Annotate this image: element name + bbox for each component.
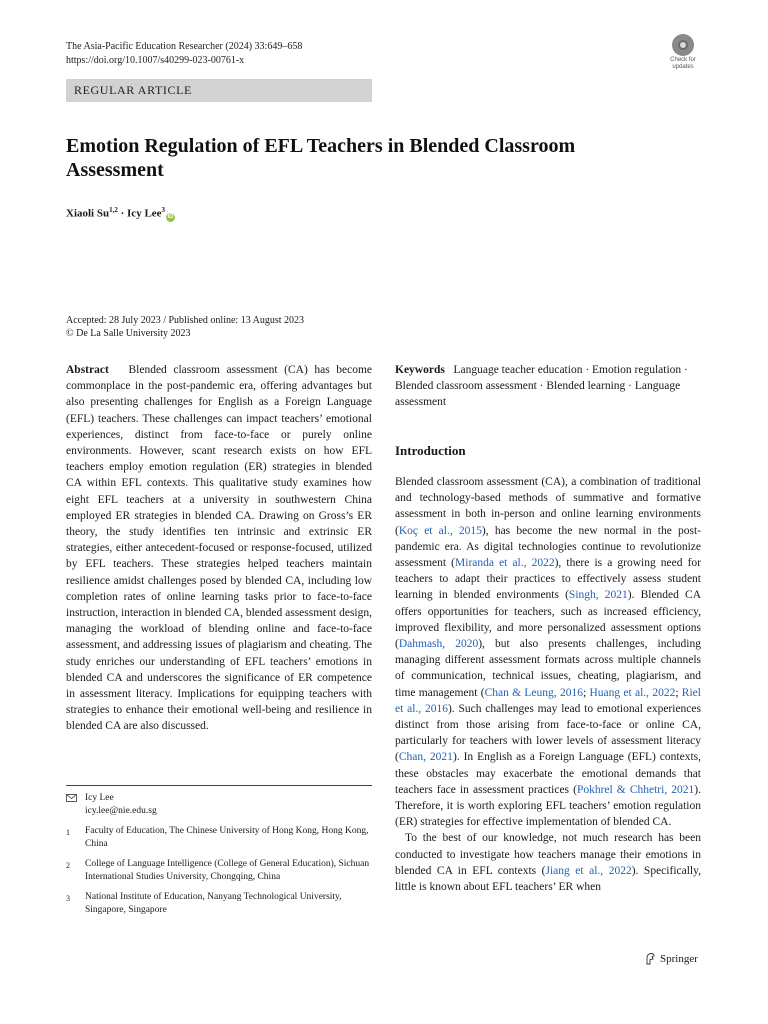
crossmark-icon — [672, 34, 694, 56]
copyright-line: © De La Salle University 2023 — [66, 328, 191, 339]
affiliation-footnote — [66, 858, 372, 884]
citation-link[interactable]: Koç et al., 2015 — [398, 524, 482, 537]
affiliation-text: College of Language Intelligence (College of General Education), Sichuan International Studies University, Chongqing, China — [85, 859, 370, 882]
section-heading-introduction: Introduction — [395, 443, 466, 458]
citation-link[interactable]: Huang et al., 2022 — [589, 686, 676, 699]
contact-email[interactable]: icy.lee@nie.edu.sg — [85, 806, 157, 816]
citation-link[interactable]: Chan, 2021 — [398, 751, 453, 764]
doi-link[interactable]: https://doi.org/10.1007/s40299-023-00761-x — [66, 55, 245, 66]
affiliation-footnote — [66, 825, 372, 851]
citation-link[interactable]: Dahmash, 2020 — [398, 638, 479, 651]
text-run: ). Specifically, little is known about EFL teachers’ ER when — [395, 864, 701, 894]
footnote-mark: 2 — [66, 861, 70, 870]
text-run: ; — [582, 686, 590, 699]
text-run: ), there is a growing need for teachers to adapt their practices to effectively assess student learning in blended environments ( — [395, 557, 702, 602]
keywords-label: Keywords — [395, 364, 445, 376]
crossmark-badge[interactable] — [664, 34, 702, 72]
text-run: To the best of our knowledge, not much research has been conducted to investigate how teachers manage their emotions in blended CA in EFL contexts ( — [395, 832, 701, 877]
citation-link[interactable]: Singh, 2021 — [568, 589, 628, 602]
footnote-mark: 3 — [66, 894, 70, 903]
citation-link[interactable]: Chan & Leung, 2016 — [484, 686, 583, 699]
keywords-text: Language teacher education · Emotion regulation · Blended classroom assessment · Blended learning · Language assessment — [395, 364, 688, 409]
author-affiliation-mark: 3 — [161, 206, 166, 214]
footnote-mark: 1 — [66, 828, 70, 837]
abstract-label: Abstract — [66, 364, 109, 376]
springer-horse-icon — [645, 952, 656, 965]
envelope-icon — [66, 792, 85, 818]
journal-citation: The Asia-Pacific Education Researcher (2024) 33:649–658 — [66, 41, 303, 52]
corresponding-author — [66, 792, 372, 818]
text-run: ), has become the new normal in the post-pandemic era. As digital technologies continue to revolutionize assessment ( — [395, 524, 701, 570]
affiliation-text: National Institute of Education, Nanyang Technological University, Singapore, Singapore — [85, 892, 342, 915]
footnotes — [66, 792, 372, 924]
publisher-logo — [645, 952, 698, 965]
author-name[interactable]: Xiaoli Su — [66, 207, 110, 220]
paper-title: Emotion Regulation of EFL Teachers in Blended Classroom Assessment — [66, 135, 576, 181]
contact-name: Icy Lee — [85, 793, 114, 803]
publication-dates — [66, 314, 304, 340]
abstract-text: Blended classroom assessment (CA) has become commonplace in the post-pandemic era, offering advantages but also presenting challenges for English as a Foreign Language (EFL) teachers. These challenges can impact teachers’ emotional experiences, distinct from face-to-face or purely online environments. However, scant research exists on how EFL teachers employ emotion regulation (ER) strategies in blended CA within EFL contexts. This qualitative study examines how eight EFL teachers at a university in southwestern China employed ER strategies in blended CA. Drawing on Gross’s ER theory, the study identifies ten intrinsic and extrinsic ER strategies, either antecedent-focused or response-focused, utilized by EFL teachers. These strategies helped teachers maintain resilience amidst challenges posed by blended CA, including low completion rates of online learning tasks prior to face-to-face instruction, interaction in blended CA, blended assessment design, managing the workload of blending online and face-to-face assessment, and addressing issues of plagiarism and cheating. The study enriches our understanding of EFL teachers’ emotions in blended CA and underscores the significance of ER competence in assessment literacy. Implications for equipping teachers with strategies to enhance their emotional well-being and resilience in blended CA are also discussed. — [66, 364, 373, 733]
keywords — [395, 362, 701, 411]
affiliation-text: Faculty of Education, The Chinese University of Hong Kong, Hong Kong, China — [85, 826, 369, 849]
orcid-icon[interactable]: iD — [167, 213, 174, 220]
citation-link[interactable]: Miranda et al., 2022 — [455, 557, 555, 570]
introduction-body — [395, 474, 701, 895]
text-run: ). Therefore, it is worth exploring EFL teachers’ emotion regulation (ER) strategies for effective implementation of blended CA. — [395, 783, 701, 829]
publisher-name: Springer — [660, 952, 698, 965]
intro-paragraph-2 — [395, 830, 701, 895]
text-run: ). Blended CA offers opportunities for teachers, such as increased efficiency, improved flexibility, and more personalized assessment options ( — [395, 589, 701, 651]
text-run: ), but also presents challenges, including managing different assessment formats across multiple channels of communication, technical issues, cheating, plagiarism, and time management ( — [395, 638, 701, 699]
article-type-banner: REGULAR ARTICLE — [66, 79, 372, 102]
citation-link[interactable]: Riel et al., 2016 — [395, 686, 701, 715]
affiliation-footnote — [66, 891, 372, 917]
crossmark-label-2: updates — [672, 64, 694, 70]
abstract — [66, 362, 372, 735]
author-separator: · — [117, 207, 128, 220]
author-name[interactable]: Icy Lee — [127, 207, 162, 220]
crossmark-label-1: Check for — [670, 57, 696, 63]
text-run: ). Such challenges may lead to emotional experiences distinct from those arising from face-to-face or online CA, particularly for teachers with lower levels of assessment literacy ( — [395, 702, 701, 764]
citation-link[interactable]: Jiang et al., 2022 — [545, 864, 632, 877]
intro-paragraph-1 — [395, 474, 701, 830]
text-run: ). In English as a Foreign Language (EFL) contexts, these obstacles may exacerbate the emotional demands that teachers face in assessment practices ( — [395, 751, 701, 796]
footnote-divider — [66, 785, 372, 786]
citation-link[interactable]: Pokhrel & Chhetri, 2021 — [576, 783, 695, 796]
text-run: Blended classroom assessment (CA), a combination of traditional and technology-based methods of summative and formative assessment in both in-person and online learning environments ( — [395, 476, 701, 537]
accepted-published-dates: Accepted: 28 July 2023 / Published online: 13 August 2023 — [66, 315, 305, 326]
author-affiliation-mark: 1,2 — [109, 206, 118, 214]
text-run: ; — [675, 686, 682, 699]
author-list — [66, 203, 175, 222]
